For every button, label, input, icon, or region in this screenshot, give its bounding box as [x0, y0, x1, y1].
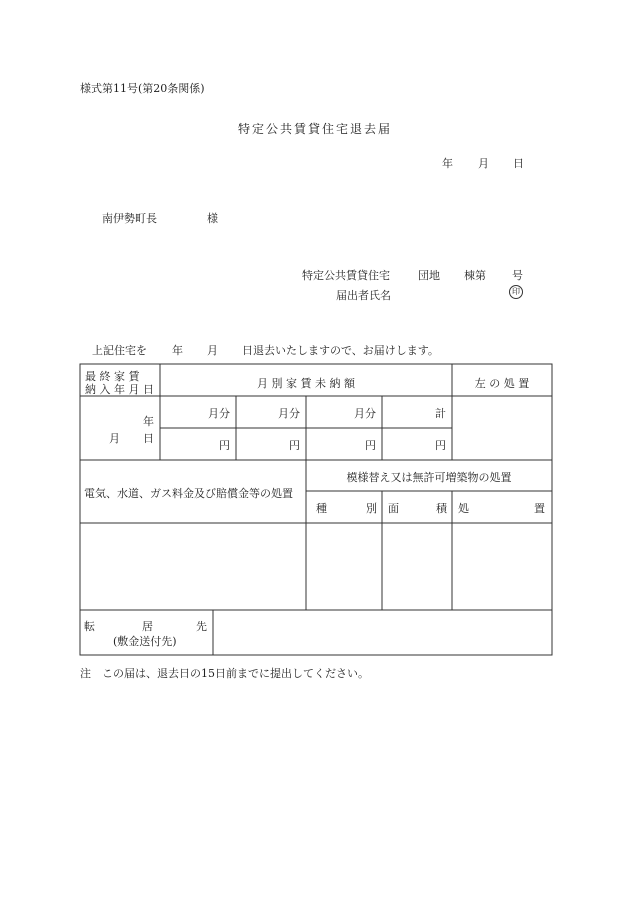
month-portion-1: 月分: [208, 407, 230, 420]
month-portion-2: 月分: [278, 407, 300, 420]
utilities-label: 電気、水道、ガス料金及び賠償金等の処置: [84, 487, 293, 500]
yen-3: 円: [365, 439, 376, 452]
remodel-header: 模様替え又は無許可増築物の処置: [346, 471, 512, 484]
kind-label-part2: 別: [366, 502, 377, 515]
date-year-label: 年: [442, 157, 453, 170]
danchi-label: 団地: [418, 269, 440, 282]
footer-note: 注 この届は、退去日の15日前までに提出してください。: [80, 667, 369, 680]
forward-label-part3: 先: [196, 620, 207, 633]
housing-label: 特定公共賃貸住宅: [302, 269, 390, 282]
gou-label: 号: [512, 269, 523, 282]
statement-suffix: 日退去いたしますので、お届けします。: [242, 344, 439, 357]
statement-prefix: 上記住宅を: [92, 344, 147, 357]
total-label: 計: [435, 407, 446, 420]
form-title: 特定公共賃貸住宅退去届: [237, 122, 392, 136]
last-rent-label-line2: 納 入 年 月 日: [85, 383, 154, 396]
month-portion-3: 月分: [354, 407, 376, 420]
area-label-part1: 面: [388, 502, 399, 515]
date-month-label: 月: [478, 157, 489, 170]
form-number: 様式第11号(第20条関係): [80, 82, 205, 95]
last-rent-day-unit: 日: [143, 432, 154, 445]
unpaid-rent-header: 月 別 家 賃 未 納 額: [257, 377, 355, 390]
date-day-label: 日: [513, 157, 524, 170]
yen-total: 円: [435, 439, 446, 452]
statement-month: 月: [207, 344, 218, 357]
seal-mark: 印: [509, 285, 523, 299]
area-label-part2: 積: [436, 502, 447, 515]
addressee-honorific: 様: [207, 212, 218, 225]
statement-year: 年: [172, 344, 183, 357]
kind-label-part1: 種: [316, 502, 327, 515]
disposal-label-part2: 置: [534, 502, 545, 515]
forward-sub-label: (敷金送付先): [113, 635, 177, 648]
last-rent-month-unit: 月: [109, 432, 120, 445]
yen-2: 円: [289, 439, 300, 452]
forward-label-part2: 居: [142, 620, 153, 633]
disposal-label-part1: 処: [458, 502, 469, 515]
forward-label-part1: 転: [84, 620, 95, 633]
last-rent-label-line1: 最 終 家 賃: [85, 370, 140, 383]
last-rent-year-unit: 年: [143, 415, 154, 428]
yen-1: 円: [219, 439, 230, 452]
applicant-name-label: 届出者氏名: [336, 289, 391, 302]
tou-dai-label: 棟第: [464, 269, 486, 282]
addressee-name: 南伊勢町長: [102, 212, 157, 225]
disposal-header: 左 の 処 置: [474, 377, 530, 390]
